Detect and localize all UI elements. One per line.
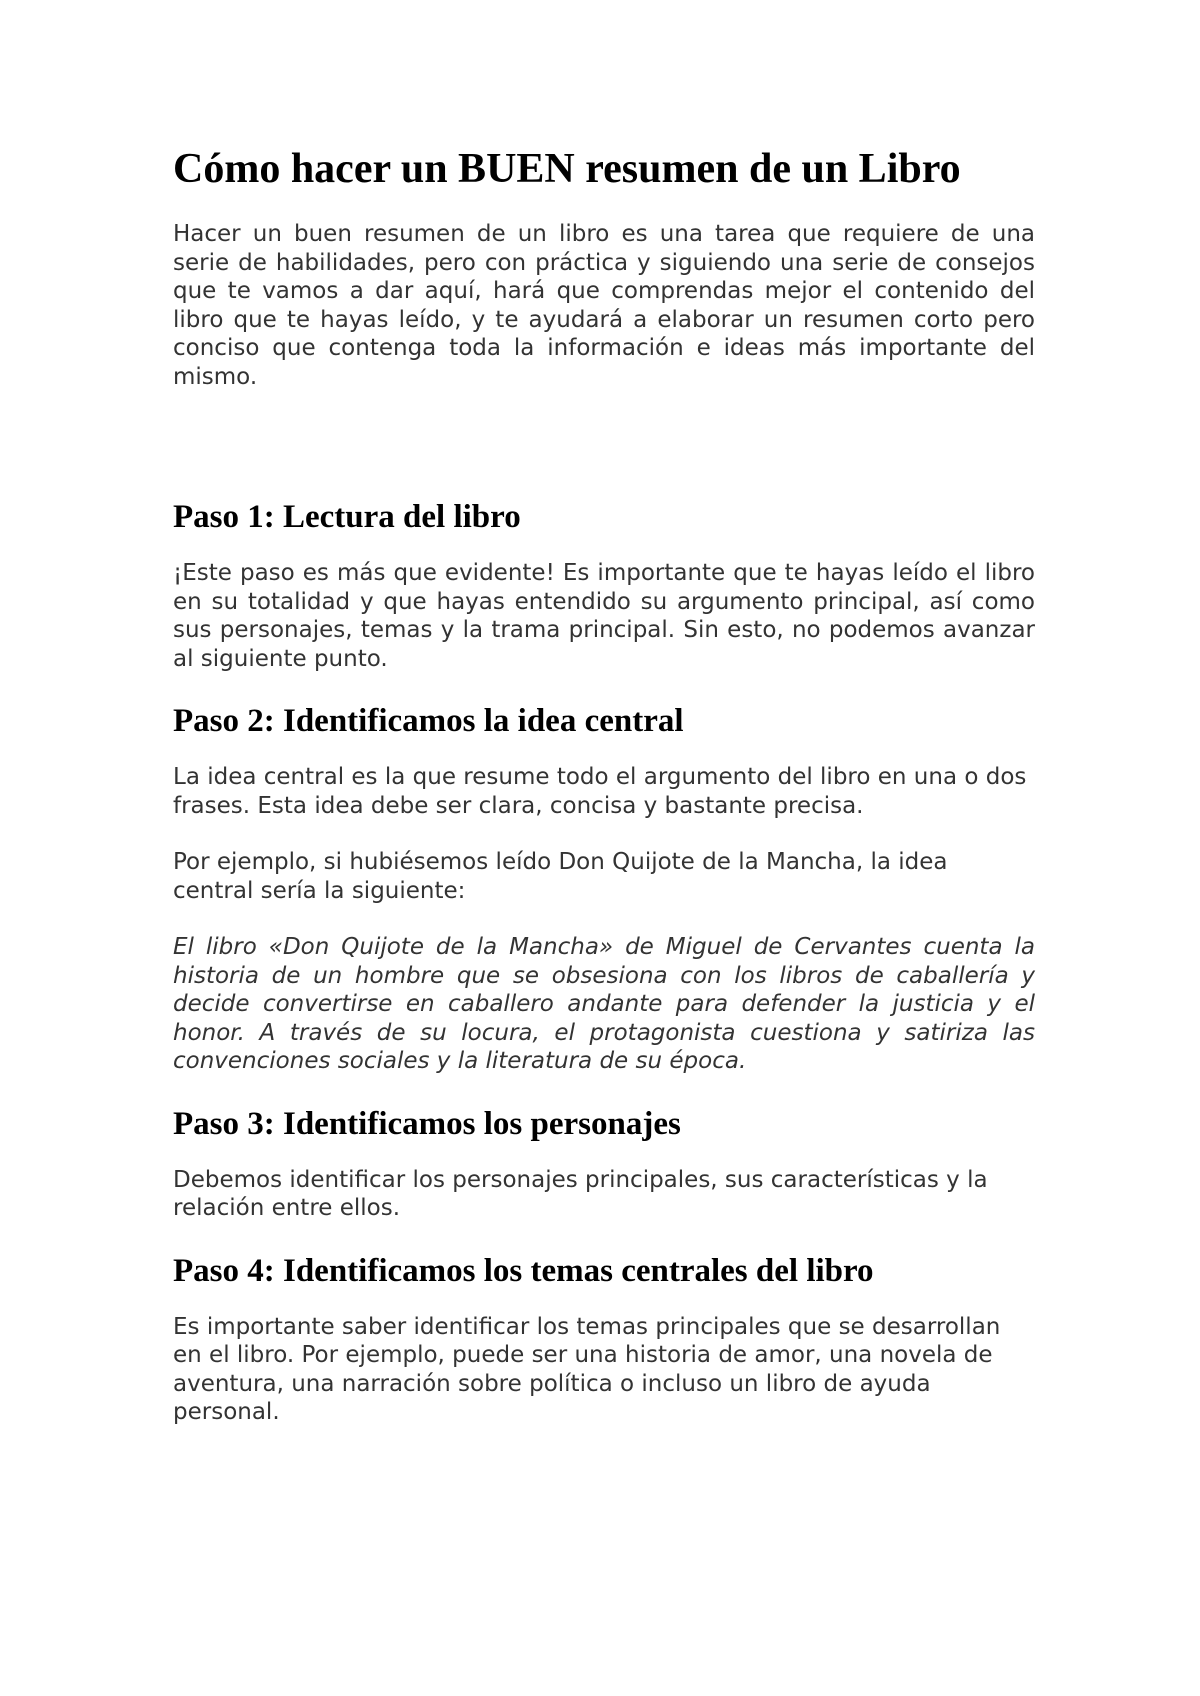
document-page (173, 140, 1035, 1427)
intro-paragraph: Hacer un buen resumen de un libro es una tarea que requiere de una serie de habilidades, pero con práctica y siguiendo una serie de consejos que te vamos a dar aquí, hará que comprendas mejor el contenido del libro que te hayas leído, y te ayudará a elaborar un resumen corto pero conciso que contenga toda la información e ideas más importante del mismo. (173, 221, 1035, 390)
step-2-example-quote: El libro «Don Quijote de la Mancha» de Miguel de Cervantes cuenta la historia de un hombre que se obsesiona con los libros de caballería y decide convertirse en caballero andante para defender la justicia y el honor. A través de su locura, el protagonista cuestiona y satiriza las convenciones sociales y la literatura de su época. (173, 934, 1035, 1074)
step-3-paragraph: Debemos identificar los personajes principales, sus características y la relación entre ellos. (173, 1166, 988, 1221)
step-4-heading: Paso 4: Identificamos los temas centrales del libro (173, 1252, 874, 1289)
document-title: Cómo hacer un BUEN resumen de un Libro (173, 146, 961, 192)
step-1-heading: Paso 1: Lectura del libro (173, 499, 521, 535)
step-1-paragraph: ¡Este paso es más que evidente! Es importante que te hayas leído el libro en su totalidad y que hayas entendido su argumento principal, así como sus personajes, temas y la trama principal. Sin esto, no podemos avanzar al siguiente punto. (173, 560, 1035, 672)
step-2-example-paragraph: Por ejemplo, si hubiésemos leído Don Quijote de la Mancha, la idea central sería la siguiente: (173, 849, 948, 904)
step-4-paragraph: Es importante saber identificar los temas principales que se desarrollan en el libro. Por ejemplo, puede ser una historia de amor, una novela de aventura, una narración sobre política o incluso un libro de ayuda personal. (173, 1313, 1001, 1425)
step-2-heading: Paso 2: Identificamos la idea central (173, 703, 684, 739)
step-3-heading: Paso 3: Identificamos los personajes (173, 1105, 681, 1142)
step-2-paragraph: La idea central es la que resume todo el argumento del libro en una o dos frases. Esta idea debe ser clara, concisa y bastante precisa. (173, 764, 1027, 819)
